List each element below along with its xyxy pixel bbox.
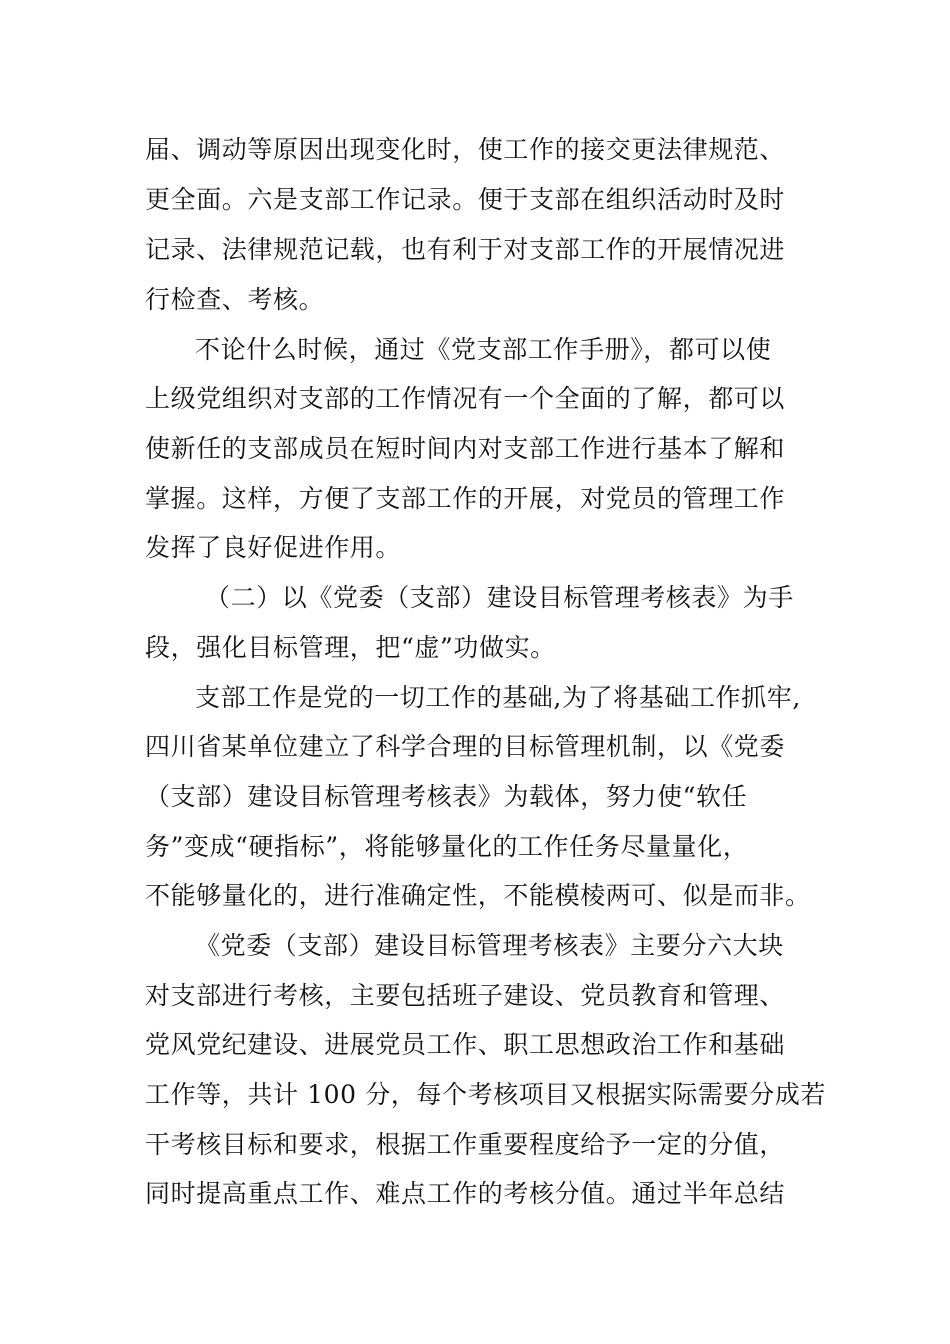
text-line: 发挥了良好促进作用。 [145,533,402,562]
paragraph-first-line: 支部工作是党的一切工作的基础,为了将基础工作抓牢, [195,683,801,712]
text-line: 记录、法律规范记载，也有利于对支部工作的开展情况进 [145,235,786,264]
paragraph-first-line: 《党委（支部）建设目标管理考核表》主要分六大块 [195,931,784,960]
text-line: 干考核目标和要求，根据工作重要程度给予一定的分值， [145,1130,786,1159]
text-line: 届、调动等原因出现变化时，使工作的接交更法律规范、 [145,135,786,164]
text-line: 同时提高重点工作、难点工作的考核分值。通过半年总结 [145,1179,786,1208]
section-heading: （二）以《党委（支部）建设目标管理考核表》为手 [205,583,794,612]
text-line: 工作等，共计 100 分，每个考核项目又根据实际需要分成若 [145,1080,827,1109]
section-heading-cont: 段，强化目标管理，把“虚”功做实。 [145,633,556,662]
text-line: 更全面。六是支部工作记录。便于支部在组织活动时及时 [145,185,786,214]
text-line: 务”变成“硬指标”，将能够量化的工作任务尽量量化， [145,832,749,861]
text-line: 掌握。这样，方便了支部工作的开展，对党员的管理工作 [145,484,786,513]
paragraph-first-line: 不论什么时候，通过《党支部工作手册》，都可以使 [195,335,772,364]
text-line: 四川省某单位建立了科学合理的目标管理机制，以《党委 [145,732,786,761]
text-line: 行检查、考核。 [145,285,325,314]
text-line: 使新任的支部成员在短时间内对支部工作进行基本了解和 [145,434,786,463]
text-line: 对支部进行考核，主要包括班子建设、党员教育和管理、 [145,981,786,1010]
text-line: 上级党组织对支部的工作情况有一个全面的了解，都可以 [145,384,786,413]
text-line: 党风党纪建设、进展党员工作、职工思想政治工作和基础 [145,1030,786,1059]
text-line: 不能够量化的，进行准确定性，不能模棱两可、似是而非。 [145,881,811,910]
text-line: （支部）建设目标管理考核表》为载体，努力使“软任 [145,782,748,811]
